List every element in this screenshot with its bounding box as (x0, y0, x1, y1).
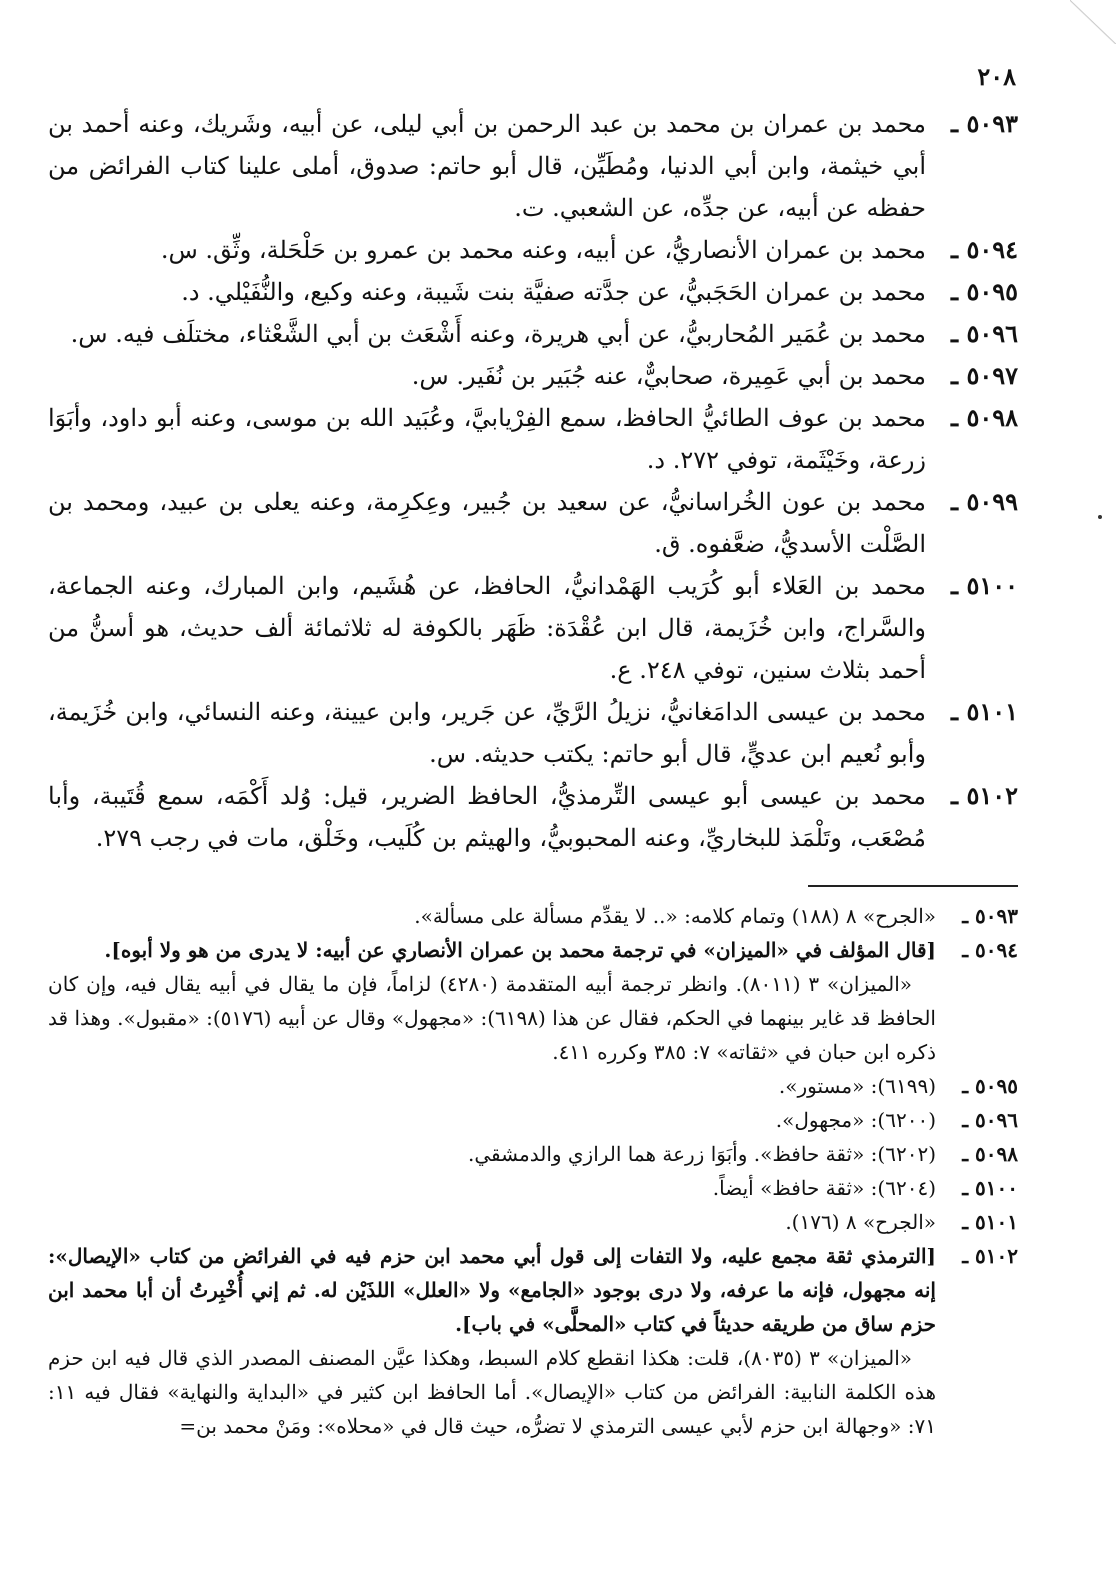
footnote-number: ٥٠٩٥ ـ (962, 1074, 1018, 1098)
footnote-divider (808, 885, 1018, 887)
footnotes (48, 899, 1018, 1443)
entry (48, 103, 1018, 229)
footnote-number: ٥٠٩٤ ـ (962, 938, 1018, 962)
entry-text: محمد بن عُمَير المُحاربيُّ، عن أبي هريرة، وعنه أَشْعَث بن أبي الشَّعْثاء، مختلَف فيه. س. (70, 320, 926, 348)
entry-number: ٥١٠٠ ـ (951, 571, 1018, 600)
footnote-text: (٦١٩٩): «مستور». (778, 1074, 936, 1098)
entry-number: ٥٠٩٦ ـ (951, 319, 1018, 348)
footnote-text: (٦٢٠٢): «ثقة حافظ». وأبَوَا زرعة هما الرازي والدمشقي. (468, 1142, 936, 1166)
footnote-number: ٥٠٩٦ ـ (962, 1108, 1018, 1132)
entry (48, 229, 1018, 271)
footnote-text: «الميزان» ٣ (٨٠١١). وانظر ترجمة أبيه المتقدمة (٤٢٨٠) لزاماً، فإن ما يقال في أبيه يقال فيه، وإن كان الحافظ قد غاير بينهما في الحكم، فقال عن هذا (٦١٩٨): «مجهول» وقال عن أبيه (٥١٧٦): «مقبول». وهذا قد ذكره ابن حبان في «ثقاته» ٧: ٣٨٥ وكرره ٤١١. (48, 972, 936, 1064)
entry-text: محمد بن العَلاء أبو كُرَيب الهَمْدانيُّ، الحافظ، عن هُشَيم، وابن المبارك، وعنه الجماعة، والسَّراج، وابن خُزَيمة، قال ابن عُقْدَة: ظَهَر بالكوفة له ثلاثمائة ألف حديث، هو أسنُّ من أحمد بثلاث سنين، توفي ٢٤٨. ع. (48, 572, 926, 684)
entry-number: ٥١٠١ ـ (951, 697, 1018, 726)
footnote-number: ٥١٠٢ ـ (962, 1244, 1018, 1268)
entry-number: ٥٠٩٥ ـ (951, 277, 1018, 306)
footnote (48, 899, 1018, 933)
document-page (48, 62, 1018, 1443)
footnote-text: (٦٢٠٠): «مجهول». (775, 1108, 936, 1132)
entry (48, 565, 1018, 691)
footnote (48, 1239, 1018, 1443)
footnote (48, 933, 1018, 1069)
entry (48, 271, 1018, 313)
footnote-number: ٥١٠١ ـ (962, 1210, 1018, 1234)
biography-entries (48, 103, 1018, 859)
entry-text: محمد بن عمران الأنصاريُّ، عن أبيه، وعنه محمد بن عمرو بن حَلْحَلة، وثِّق. س. (160, 236, 926, 264)
footnote (48, 1137, 1018, 1171)
entry-number: ٥٠٩٣ ـ (951, 109, 1018, 138)
entry-text: محمد بن عوف الطائيُّ الحافظ، سمع الفِرْيابيَّ، وعُبَيد الله بن موسى، وعنه أبو داود، وأبَوَا زرعة، وخَيْثَمة، توفي ٢٧٢. د. (48, 404, 926, 474)
scan-corner-mark (1070, 0, 1116, 44)
footnote (48, 1171, 1018, 1205)
entry (48, 313, 1018, 355)
footnote (48, 1103, 1018, 1137)
entry (48, 481, 1018, 565)
footnote-number: ٥٠٩٨ ـ (962, 1142, 1018, 1166)
entry-number: ٥٠٩٤ ـ (951, 235, 1018, 264)
entry-text: محمد بن عون الخُراسانيُّ، عن سعيد بن جُبير، وعِكرِمة، وعنه يعلى بن عبيد، ومحمد بن الصَّلْت الأسديُّ، ضعَّفوه. ق. (48, 488, 926, 558)
footnote-number: ٥٠٩٣ ـ (962, 904, 1018, 928)
entry-text: محمد بن عيسى أبو عيسى التِّرمذيُّ، الحافظ الضرير، قيل: وُلد أَكْمَه، سمع قُتَيبة، وأبا مُصْعَب، وتَلْمَذ للبخاريِّ، وعنه المحبوبيُّ، والهيثم بن كُلَيب، وخَلْق، مات في رجب ٢٧٩. (48, 782, 926, 852)
page-number: ٢٠٨ (977, 62, 1016, 91)
footnote (48, 1069, 1018, 1103)
entry-text: محمد بن أبي عَمِيرة، صحابيٌّ، عنه جُبَير بن نُفَير. س. (411, 362, 926, 390)
entry-text: محمد بن عيسى الدامَغانيُّ، نزيلُ الرَّيِّ، عن جَرير، وابن عيينة، وعنه النسائي، وابن خُزَيمة، وأبو نُعيم ابن عديٍّ، قال أبو حاتم: يكتب حديثه. س. (48, 698, 926, 768)
entry-number: ٥١٠٢ ـ (951, 781, 1018, 810)
footnote-text: «الجرح» ٨ (١٧٦). (785, 1210, 936, 1234)
entry (48, 775, 1018, 859)
footnote-number: ٥١٠٠ ـ (962, 1176, 1018, 1200)
footnote-bracketed-text: [قال المؤلف في «الميزان» في ترجمة محمد بن عمران الأنصاري عن أبيه: لا يدرى من هو ولا أبوه]. (104, 938, 936, 962)
entry-text: محمد بن عمران بن محمد بن عبد الرحمن بن أبي ليلى، عن أبيه، وشَريك، وعنه أحمد بن أبي خيثمة، وابن أبي الدنيا، ومُطَيِّن، قال أبو حاتم: صدوق، أملى علينا كتاب الفرائض من حفظه عن أبيه، عن جدِّه، عن الشعبي. ت. (48, 110, 926, 222)
entry-number: ٥٠٩٨ ـ (951, 403, 1018, 432)
footnote-text: «الجرح» ٨ (١٨٨) وتمام كلامه: «.. لا يقدِّم مسألة على مسألة». (414, 904, 936, 928)
footnote-text: «الميزان» ٣ (٨٠٣٥)، قلت: هكذا انقطع كلام السبط، وهكذا عيَّن المصنف المصدر الذي قال فيه ابن حزم هذه الكلمة النابية: الفرائض من كتاب «الإيصال». أما الحافظ ابن كثير في «البداية والنهاية» فقال فيه ١١: ٧١: «وجهالة ابن حزم لأبي عيسى الترمذي لا تضرُّه، حيث قال في «محلاه»: ومَنْ محمد بن= (48, 1346, 936, 1438)
entry (48, 397, 1018, 481)
entry-number: ٥٠٩٩ ـ (951, 487, 1018, 516)
entry (48, 691, 1018, 775)
entry (48, 355, 1018, 397)
entry-number: ٥٠٩٧ ـ (951, 361, 1018, 390)
scan-speck (1098, 515, 1102, 519)
footnote (48, 1205, 1018, 1239)
footnote-text: (٦٢٠٤): «ثقة حافظ» أيضاً. (712, 1176, 936, 1200)
footnote-bracketed-text: [الترمذي ثقة مجمع عليه، ولا التفات إلى قول أبي محمد ابن حزم فيه في الفرائض من كتاب «الإيصال»: إنه مجهول، فإنه ما عرفه، ولا درى بوجود «الجامع» ولا «العلل» اللذَيْن له. ثم إني أُخْبِرتُ أن أبا محمد ابن حزم ساق من طريقه حديثاً في كتاب «المحلَّى» في باب]. (48, 1244, 936, 1336)
entry-text: محمد بن عمران الحَجَبيُّ، عن جدَّته صفيَّة بنت شَيبة، وعنه وكيع، والنُّفَيْلي. د. (181, 278, 926, 306)
